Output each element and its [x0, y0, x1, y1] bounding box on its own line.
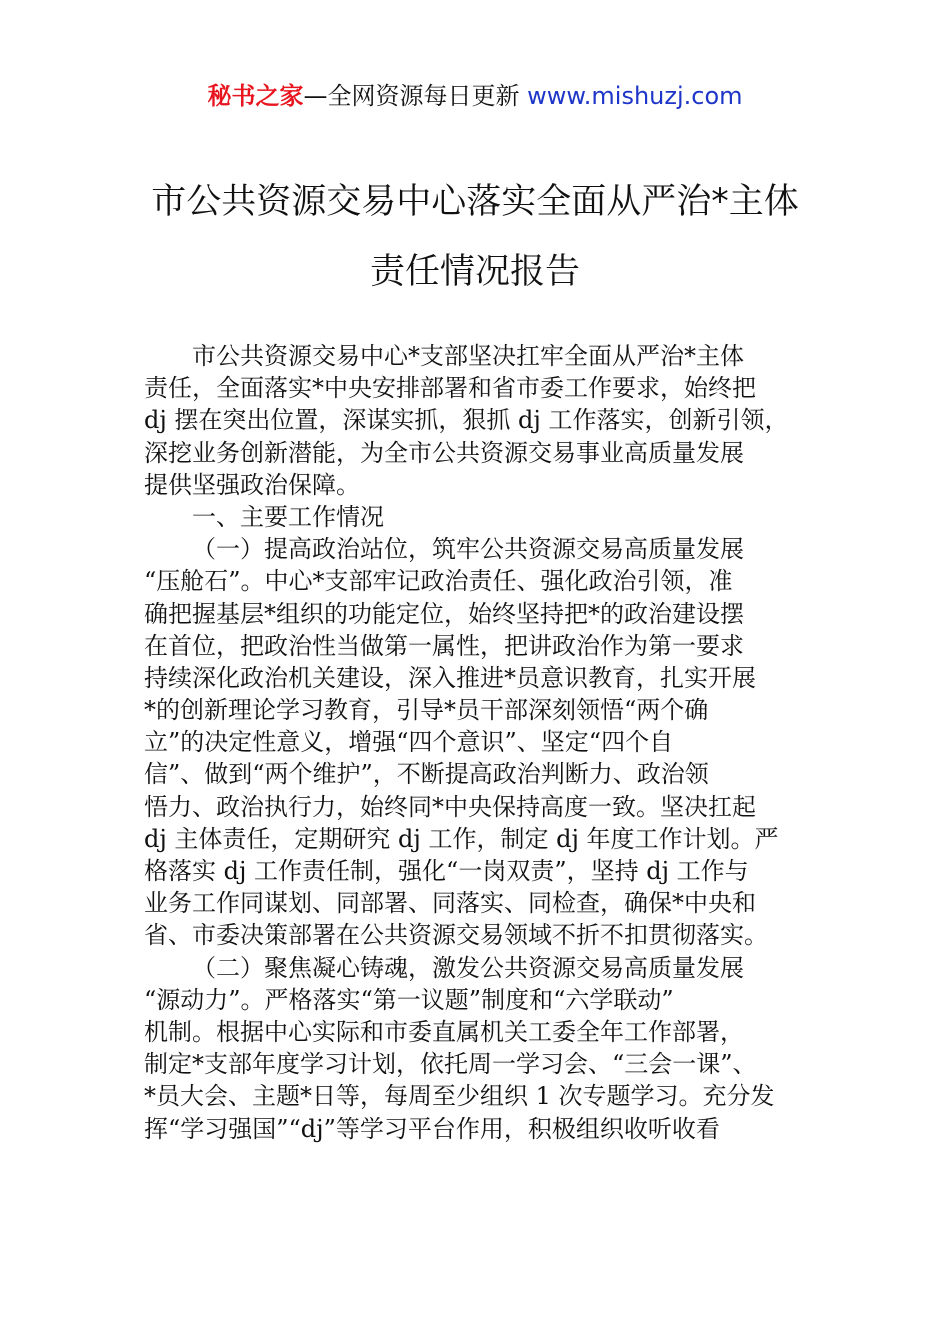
body-line: “源动力”。严格落实“第一议题”制度和“六学联动”: [144, 985, 674, 1014]
body-line: *员大会、主题*日等，每周至少组织 1 次专题学习。充分发: [144, 1082, 775, 1111]
section-heading: 一、主要工作情况: [192, 502, 384, 531]
body-line: “压舱石”。中心*支部牢记政治责任、强化政治引领，准: [144, 567, 733, 596]
body-line: dj 主体责任，定期研究 dj 工作，制定 dj 年度工作计划。严: [144, 824, 779, 853]
document-title-line-1: 市公共资源交易中心落实全面从严治*主体: [151, 182, 799, 222]
body-line: 立”的决定性意义，增强“四个意识”、坚定“四个自: [144, 728, 674, 757]
site-url-link[interactable]: www.mishuzj.com: [527, 82, 743, 110]
body-line: 在首位，把政治性当做第一属性，把讲政治作为第一要求: [144, 631, 744, 660]
site-tagline: —全网资源每日更新: [303, 82, 520, 110]
subsection-heading: （一）提高政治站位，筑牢公共资源交易高质量发展: [192, 535, 744, 564]
subsection-heading: （二）聚焦凝心铸魂，激发公共资源交易高质量发展: [192, 953, 744, 982]
body-line: *的创新理论学习教育，引导*员干部深刻领悟“两个确: [144, 696, 709, 725]
body-line: 持续深化政治机关建设，深入推进*员意识教育，扎实开展: [144, 663, 756, 692]
body-line: 省、市委决策部署在公共资源交易领域不折不扣贯彻落实。: [144, 921, 768, 950]
body-line: 挥“学习强国”“dj”等学习平台作用，积极组织收听收看: [144, 1114, 720, 1143]
body-line: 市公共资源交易中心*支部坚决扛牢全面从严治*主体: [192, 342, 744, 370]
body-line: 悟力、政治执行力，始终同*中央保持高度一致。坚决扛起: [144, 792, 756, 821]
body-line: 信”、做到“两个维护”，不断提高政治判断力、政治领: [144, 760, 709, 789]
body-line: 确把握基层*组织的功能定位，始终坚持把*的政治建设摆: [144, 599, 744, 628]
site-header: [0, 80, 950, 112]
body-line: 提供坚强政治保障。: [144, 470, 360, 499]
document-title-line-2: 责任情况报告: [369, 252, 580, 292]
body-line: 业务工作同谋划、同部署、同落实、同检查，确保*中央和: [144, 889, 756, 918]
body-line: 机制。根据中心实际和市委直属机关工委全年工作部署，: [144, 1017, 744, 1046]
body-line: dj 摆在突出位置，深谋实抓，狠抓 dj 工作落实，创新引领，: [144, 406, 789, 435]
body-line: 格落实 dj 工作责任制，强化“一岗双责”，坚持 dj 工作与: [144, 857, 749, 885]
body-line: 责任，全面落实*中央安排部署和省市委工作要求，始终把: [144, 374, 756, 403]
body-line: 制定*支部年度学习计划，依托周一学习会、“三会一课”、: [144, 1050, 757, 1079]
site-brand: 秘书之家: [207, 82, 304, 110]
body-line: 深挖业务创新潜能，为全市公共资源交易事业高质量发展: [144, 438, 744, 467]
document-body: [144, 340, 812, 1145]
